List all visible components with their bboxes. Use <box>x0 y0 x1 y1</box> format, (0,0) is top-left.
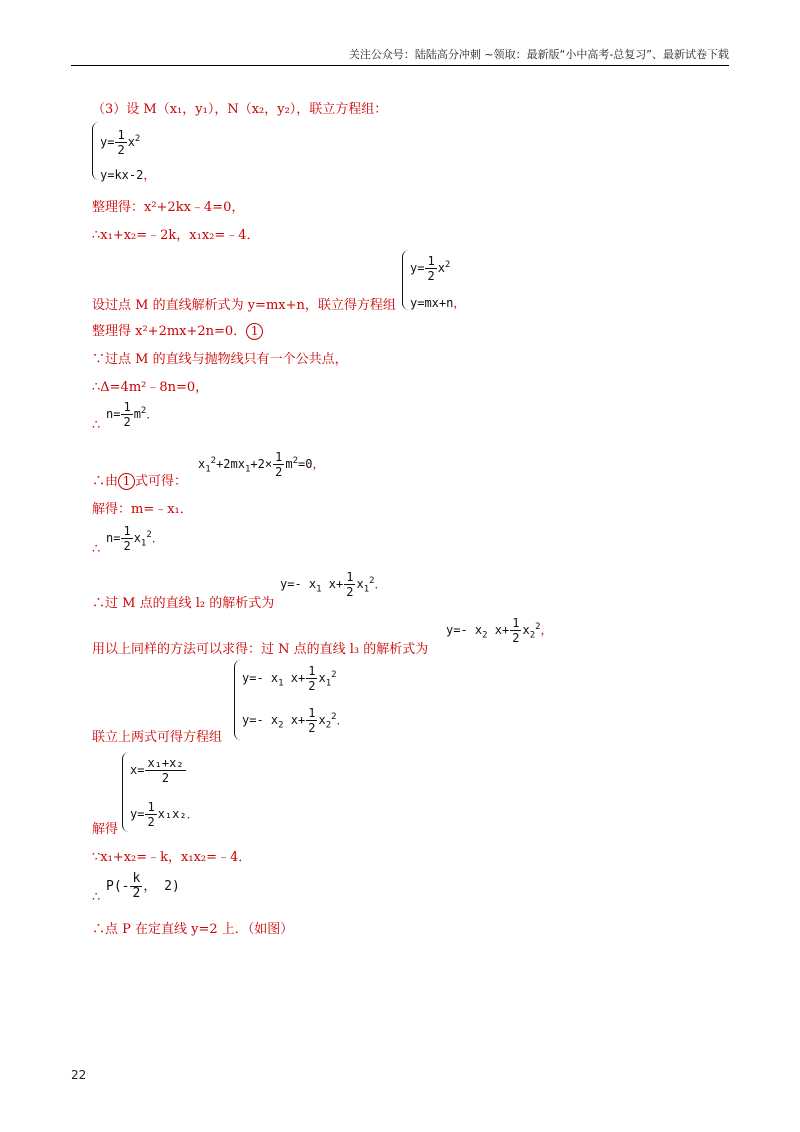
fraction-sol-x <box>145 756 185 785</box>
text-line-9 <box>92 470 187 490</box>
frac-den-8: 2 <box>308 679 316 693</box>
big-eq-m: m <box>285 457 293 471</box>
sys1-eq2-text: y=kx-2 <box>100 168 144 182</box>
sol-x-den: 2 <box>161 771 170 785</box>
l2-eq-b: x+ <box>321 577 344 591</box>
frac-den-5: 2 <box>123 539 131 553</box>
n-equals-half-x1-sq: n= $\frac{1}{2}$ $x_1^2$． <box>106 524 164 553</box>
text-line-12: ∴过 M 点的直线 l₂ 的解析式为 <box>92 596 275 611</box>
circled-number-2: 1 <box>118 473 135 490</box>
frac-den: 2 <box>117 143 125 157</box>
P-num: k <box>132 871 141 886</box>
fraction-half-4 <box>273 450 284 479</box>
big-eq-b: +2mx <box>216 457 245 471</box>
system1-eq2: y=kx-2， <box>100 168 156 182</box>
text-line-3: ∴x₁+x₂=﹣2k，x₁x₂=﹣4． <box>92 228 260 243</box>
frac-num-5: 1 <box>123 524 131 538</box>
sys2-x: x <box>437 261 445 275</box>
text-line-4: 设过点 M 的直线解析式为 y=mx+n，联立得方程组 <box>92 298 396 313</box>
sys2-eq2-text: y=mx+n <box>410 296 454 310</box>
fraction-half-10 <box>145 800 156 829</box>
big-eq-c: +2× <box>250 457 273 471</box>
text-line-18: ∴点 P 在定直线 y=2 上．（如图） <box>92 922 294 937</box>
text-line-15: 解得 <box>92 822 119 837</box>
brace-system-2 <box>402 250 409 310</box>
fraction-half-6 <box>344 570 355 599</box>
text-line-6: ∵过点 M 的直线与抛物线只有一个公共点， <box>92 352 348 367</box>
substituted-equation: $x_1^2+2mx_1+2\times$ $\frac{1}{2}$ $m^2=0$， <box>198 450 325 479</box>
text-line-7: ∴Δ=4m²﹣8n=0， <box>92 380 209 395</box>
text-line-10: 解得：m=﹣x₁． <box>92 502 193 517</box>
s3-eq1-a: y=- x <box>242 671 279 685</box>
sys1-x: x <box>127 135 135 149</box>
n-eq-lhs-2: n= <box>106 531 121 545</box>
frac-num-7: 1 <box>512 616 520 630</box>
text-line-16: ∵x₁+x₂=﹣k，x₁x₂=﹣4． <box>92 850 252 865</box>
text-line-8 <box>92 418 100 433</box>
text-line-11 <box>92 542 100 557</box>
P-den: 2 <box>132 886 141 901</box>
frac-den-2: 2 <box>427 269 435 283</box>
n-eq-m: m <box>133 407 141 421</box>
solution-x <box>130 756 187 785</box>
fraction-k-2 <box>130 872 142 901</box>
frac-den-10: 2 <box>147 815 155 829</box>
system2-eq2: y=mx+n， <box>410 296 466 310</box>
fraction-half-3 <box>121 400 132 429</box>
l3-eq-b: x+ <box>487 623 510 637</box>
line-l3-equation: y=- $x_2$ x+ $\frac{1}{2}$ $x_2^2$， <box>446 616 553 645</box>
big-eq-x: x <box>198 457 206 471</box>
s3-eq1-c: x <box>318 671 326 685</box>
l2-eq-a: y=- x <box>280 577 317 591</box>
l3-eq-c: x <box>522 623 530 637</box>
sol-x-lhs: x= <box>130 763 145 777</box>
therefore-symbol-3: ∴ <box>92 890 101 905</box>
text-line-14: 联立上两式可得方程组 <box>92 730 223 745</box>
fraction-half <box>115 128 126 157</box>
fraction-half-7 <box>510 616 521 645</box>
line-l2-equation: y=- $x_1$ x+ $\frac{1}{2}$ $x_1^2$． <box>280 570 387 599</box>
n-equals-half-m2: n= $\frac{1}{2}$ $m^2$． <box>106 400 159 429</box>
frac-den-3: 2 <box>123 415 131 429</box>
sys1-lhs: y= <box>100 135 115 149</box>
frac-num-4: 1 <box>275 450 283 464</box>
text-line-5 <box>92 320 263 340</box>
big-eq-end: =0 <box>297 457 313 471</box>
frac-den-7: 2 <box>512 631 520 645</box>
text-line-9-pre: ∴由 <box>92 474 119 489</box>
circled-number: 1 <box>246 323 263 340</box>
text-line-1: （3）设 M（x₁，y₁），N（x₂，y₂），联立方程组： <box>92 102 388 117</box>
fraction-half-5 <box>121 524 132 553</box>
brace-system-1 <box>92 122 99 180</box>
s3-eq2-a: y=- x <box>242 713 279 727</box>
P-open: P( <box>106 879 122 894</box>
n-eq-lhs: n= <box>106 407 121 421</box>
P-close: ， 2) <box>143 879 180 894</box>
brace-system-3 <box>234 660 241 740</box>
s3-eq2-b: x+ <box>283 713 306 727</box>
frac-num: 1 <box>117 128 125 142</box>
frac-num-10: 1 <box>147 800 155 814</box>
frac-num-3: 1 <box>123 400 131 414</box>
n-eq-x: x <box>133 531 141 545</box>
s3-eq2-c: x <box>318 713 326 727</box>
frac-num-2: 1 <box>427 254 435 268</box>
therefore-symbol-2: ∴ <box>92 542 101 557</box>
sys2-lhs: y= <box>410 261 425 275</box>
solution-y: y= $\frac{1}{2}$ x₁x₂． <box>130 800 199 829</box>
page-number: 22 <box>71 1068 87 1082</box>
text-line-17 <box>92 890 100 905</box>
header-text: 关注公众号：陆陆高分冲刺 ~领取：最新版“小中高考-总复习”、最新试卷下载 <box>348 48 729 61</box>
brace-system-4 <box>122 752 129 832</box>
frac-den-6: 2 <box>346 585 354 599</box>
system3-eq1: y=- $x_1$ x+ $\frac{1}{2}$ $x_1^2$ <box>242 664 337 693</box>
text-line-9-post: 式可得： <box>135 474 188 489</box>
frac-den-4: 2 <box>275 465 283 479</box>
frac-num-8: 1 <box>308 664 316 678</box>
therefore-symbol: ∴ <box>92 418 101 433</box>
text-line-13: 用以上同样的方法可以求得：过 N 点的直线 l₃ 的解析式为 <box>92 642 429 657</box>
system1-eq1: y= $\frac{1}{2}$ $x^2$ <box>100 128 141 157</box>
s3-eq1-b: x+ <box>283 671 306 685</box>
fraction-half-2 <box>425 254 436 283</box>
text-line-2: 整理得：x²+2kx﹣4=0， <box>92 200 245 215</box>
system3-eq2: y=- $x_2$ x+ $\frac{1}{2}$ $x_2^2$． <box>242 706 349 735</box>
fraction-half-8 <box>306 664 317 693</box>
sol-y-rhs: x₁x₂ <box>157 807 187 821</box>
frac-den-9: 2 <box>308 721 316 735</box>
l3-eq-a: y=- x <box>446 623 483 637</box>
fraction-half-9 <box>306 706 317 735</box>
page-header <box>71 47 729 66</box>
point-P-coordinates: P(- $\frac{k}{2}$ ， 2) <box>106 871 180 901</box>
frac-num-6: 1 <box>346 570 354 584</box>
frac-num-9: 1 <box>308 706 316 720</box>
sol-y-lhs: y= <box>130 807 145 821</box>
text-line-5-text: 整理得 x²+2mx+2n=0． <box>92 324 247 339</box>
system2-eq1: y= $\frac{1}{2}$ $x^2$ <box>410 254 451 283</box>
l2-eq-c: x <box>356 577 364 591</box>
sol-x-num: x₁+x₂ <box>147 756 184 770</box>
